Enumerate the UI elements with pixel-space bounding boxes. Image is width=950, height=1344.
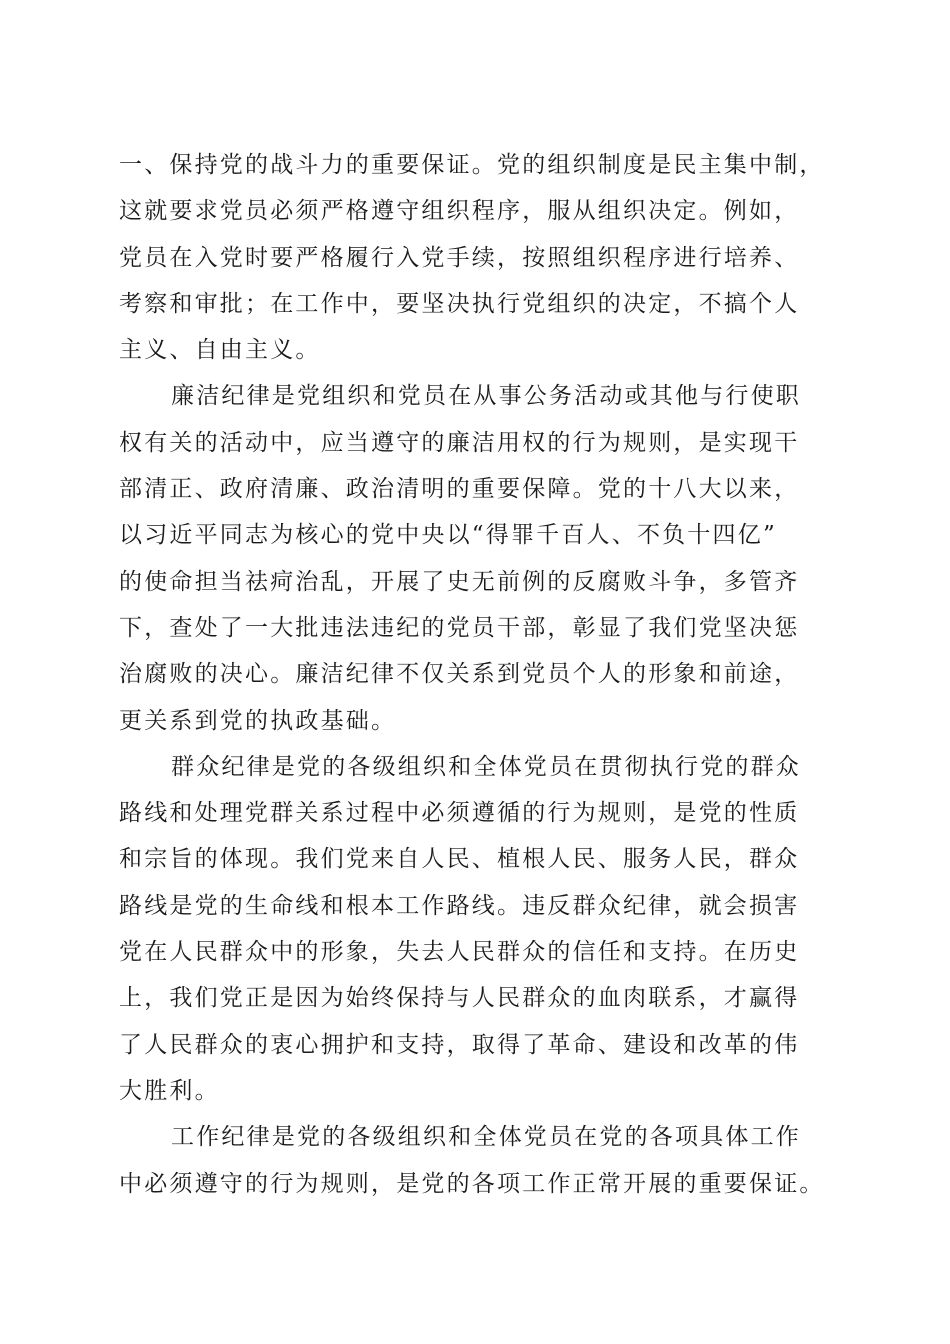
text-line: 部清正、政府清廉、政治清明的重要保障。党的十八大以来， [119, 476, 800, 503]
text-line: 党在人民群众中的形象，失去人民群众的信任和支持。在历史 [119, 939, 800, 966]
text-line: 考察和审批；在工作中，要坚决执行党组织的决定，不搞个人 [119, 290, 800, 317]
text-line: 上，我们党正是因为始终保持与人民群众的血肉联系，才赢得 [119, 985, 800, 1012]
document-body [119, 142, 839, 1207]
text-line: 主义、自由主义。 [119, 337, 321, 364]
text-line: 党员在入党时要严格履行入党手续，按照组织程序进行培养、 [119, 244, 800, 271]
text-line: 大胜利。 [119, 1077, 220, 1104]
text-line: 中必须遵守的行为规则，是党的各项工作正常开展的重要保证。 [119, 1170, 825, 1197]
text-line-paragraph-start: 廉洁纪律是党组织和党员在从事公务活动或其他与行使职 [171, 383, 801, 410]
text-line: 一、保持党的战斗力的重要保证。党的组织制度是民主集中制， [119, 152, 825, 178]
text-line-paragraph-start: 群众纪律是党的各级组织和全体党员在贯彻执行党的群众 [171, 753, 801, 780]
text-line: 以习近平同志为核心的党中央以“得罪千百人、不负十四亿” [119, 522, 777, 549]
text-line: 了人民群众的衷心拥护和支持，取得了革命、建设和改革的伟 [119, 1031, 800, 1058]
text-line: 更关系到党的执政基础。 [119, 707, 397, 734]
text-line-paragraph-start: 工作纪律是党的各级组织和全体党员在党的各项具体工作 [171, 1124, 801, 1151]
text-line: 这就要求党员必须严格遵守组织程序，服从组织决定。例如， [119, 198, 800, 225]
text-line: 治腐败的决心。廉洁纪律不仅关系到党员个人的形象和前途， [119, 661, 800, 688]
text-line: 下，查处了一大批违法违纪的党员干部，彰显了我们党坚决惩 [119, 614, 800, 641]
text-line: 路线是党的生命线和根本工作路线。违反群众纪律，就会损害 [119, 892, 800, 919]
text-line: 和宗旨的体现。我们党来自人民、植根人民、服务人民，群众 [119, 846, 800, 873]
text-line: 路线和处理党群关系过程中必须遵循的行为规则，是党的性质 [119, 800, 800, 827]
text-line: 的使命担当祛疴治乱，开展了史无前例的反腐败斗争，多管齐 [119, 568, 800, 595]
text-line: 权有关的活动中，应当遵守的廉洁用权的行为规则，是实现干 [119, 429, 800, 456]
